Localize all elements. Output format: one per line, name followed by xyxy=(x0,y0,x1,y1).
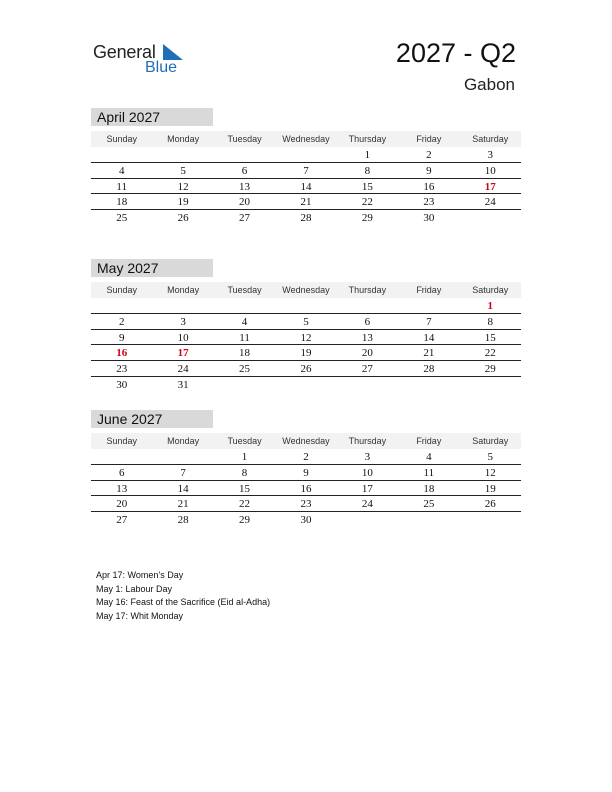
day-cell: 25 xyxy=(116,212,128,225)
week-row xyxy=(91,377,521,393)
weekday-label: Wednesday xyxy=(282,436,330,446)
holiday-note: May 17: Whit Monday xyxy=(96,610,184,621)
day-cell xyxy=(214,377,275,393)
day-cell: 7 xyxy=(180,466,186,479)
week-row xyxy=(91,330,521,346)
day-cell xyxy=(337,377,398,393)
day-cell: 30 xyxy=(116,378,128,391)
day-cell: 29 xyxy=(239,514,251,527)
day-cell: 8 xyxy=(364,164,371,177)
weekday-label: Friday xyxy=(416,134,442,144)
day-cell: 28 xyxy=(300,212,312,225)
day-cell: 24 xyxy=(484,196,496,209)
day-cell xyxy=(152,147,213,162)
day-cell: 28 xyxy=(423,363,435,376)
day-cell xyxy=(398,298,459,313)
day-cell: 13 xyxy=(239,180,251,193)
week-row xyxy=(91,314,521,330)
day-cell: 30 xyxy=(423,212,435,225)
day-cell: 2 xyxy=(426,149,432,161)
day-cell: 7 xyxy=(426,315,432,328)
day-cell: 11 xyxy=(239,331,250,344)
day-cell xyxy=(214,298,275,313)
day-cell: 14 xyxy=(423,331,435,344)
day-cell xyxy=(460,512,521,528)
day-cell: 13 xyxy=(116,482,128,495)
day-cell: 23 xyxy=(116,363,128,376)
day-cell: 27 xyxy=(116,514,128,527)
day-cell: 9 xyxy=(303,466,309,479)
day-cell: 22 xyxy=(239,498,251,511)
day-cell xyxy=(460,210,521,226)
weekday-label: Thursday xyxy=(348,134,387,144)
holiday-day-cell: 1 xyxy=(487,300,493,312)
weekday-label: Friday xyxy=(416,436,442,446)
month-label: April 2027 xyxy=(91,108,213,126)
logo-text-general: General xyxy=(93,42,156,62)
week-row xyxy=(91,361,521,377)
day-cell: 28 xyxy=(177,514,189,527)
holiday-day-cell: 17 xyxy=(484,180,496,193)
day-cell: 12 xyxy=(300,331,312,344)
day-cell xyxy=(275,298,336,313)
day-cell: 4 xyxy=(426,451,432,463)
day-cell: 11 xyxy=(423,466,435,479)
day-cell xyxy=(152,449,213,464)
day-cell: 6 xyxy=(364,315,371,328)
day-cell: 18 xyxy=(423,482,435,495)
weekday-label: Friday xyxy=(416,285,442,295)
day-cell: 24 xyxy=(361,498,373,511)
week-row xyxy=(91,481,521,497)
logo-triangle-icon xyxy=(163,44,183,60)
day-cell xyxy=(460,377,521,393)
page-title: 2027 - Q2 xyxy=(395,38,516,68)
day-cell: 26 xyxy=(300,363,312,376)
weekday-label: Monday xyxy=(167,285,200,295)
week-row xyxy=(91,512,521,528)
weekday-label: Tuesday xyxy=(227,134,262,144)
day-cell: 3 xyxy=(180,315,186,328)
day-cell: 29 xyxy=(484,363,496,376)
weekday-label: Sunday xyxy=(106,285,137,295)
day-cell: 3 xyxy=(487,149,493,161)
weekday-label: Monday xyxy=(167,436,200,446)
day-cell: 15 xyxy=(239,482,251,495)
day-cell: 27 xyxy=(239,212,251,225)
day-cell xyxy=(152,298,213,313)
month-block-june xyxy=(91,410,521,528)
day-cell: 4 xyxy=(241,315,248,328)
day-cell: 11 xyxy=(116,180,127,193)
day-cell: 21 xyxy=(300,196,312,209)
day-cell: 18 xyxy=(239,347,251,360)
day-cell: 23 xyxy=(423,196,435,209)
day-cell: 4 xyxy=(118,164,125,177)
weekday-label: Wednesday xyxy=(282,134,330,144)
day-cell: 25 xyxy=(423,498,435,511)
weekday-header xyxy=(91,282,521,298)
day-cell: 20 xyxy=(239,196,251,209)
day-cell: 10 xyxy=(484,164,496,177)
holiday-note: May 16: Feast of the Sacrifice (Eid al-Adha) xyxy=(96,597,271,607)
weekday-label: Tuesday xyxy=(227,436,262,446)
day-cell: 8 xyxy=(241,466,248,479)
day-cell: 26 xyxy=(484,498,496,511)
weekday-header xyxy=(91,131,521,147)
day-cell: 19 xyxy=(177,196,189,209)
day-cell: 10 xyxy=(361,466,373,479)
day-cell: 3 xyxy=(364,451,371,463)
day-cell: 22 xyxy=(484,347,496,360)
day-cell xyxy=(91,147,152,162)
day-cell xyxy=(214,147,275,162)
day-cell: 5 xyxy=(487,451,493,463)
day-cell: 29 xyxy=(361,212,373,225)
day-cell: 24 xyxy=(177,363,189,376)
week-row xyxy=(91,179,521,195)
weekday-label: Monday xyxy=(167,134,200,144)
day-cell: 5 xyxy=(180,164,186,177)
day-cell xyxy=(275,147,336,162)
day-cell: 13 xyxy=(361,331,373,344)
country-name: Gabon xyxy=(463,75,515,94)
week-row xyxy=(91,345,521,361)
day-cell: 10 xyxy=(177,331,189,344)
day-cell: 6 xyxy=(118,466,125,479)
day-cell: 19 xyxy=(484,482,496,495)
month-label: June 2027 xyxy=(91,410,213,428)
day-cell: 30 xyxy=(300,514,312,527)
logo-text-blue: Blue xyxy=(145,59,178,76)
day-cell: 25 xyxy=(239,363,251,376)
day-cell: 20 xyxy=(361,347,373,360)
week-row xyxy=(91,194,521,210)
day-cell: 17 xyxy=(361,482,373,495)
weekday-label: Sunday xyxy=(106,134,137,144)
day-cell: 18 xyxy=(116,196,128,209)
day-cell: 31 xyxy=(177,378,189,391)
day-cell: 23 xyxy=(300,498,312,511)
day-cell: 6 xyxy=(241,164,248,177)
day-cell xyxy=(91,449,152,464)
day-cell: 21 xyxy=(423,347,435,360)
weekday-label: Saturday xyxy=(472,436,509,446)
day-cell: 7 xyxy=(303,164,309,177)
holiday-note: Apr 17: Women’s Day xyxy=(96,570,184,580)
day-cell: 20 xyxy=(116,498,128,511)
holiday-note: May 1: Labour Day xyxy=(96,583,173,594)
day-cell: 8 xyxy=(487,315,493,328)
week-row xyxy=(91,298,521,314)
day-cell: 9 xyxy=(118,331,125,344)
month-label: May 2027 xyxy=(91,259,213,277)
day-cell: 19 xyxy=(300,347,312,360)
day-cell: 9 xyxy=(426,164,432,177)
day-cell: 21 xyxy=(177,498,189,511)
weekday-label: Tuesday xyxy=(227,285,262,295)
day-cell: 26 xyxy=(177,212,189,225)
day-cell: 16 xyxy=(300,482,312,495)
month-block-may xyxy=(91,259,521,393)
week-row xyxy=(91,496,521,512)
week-row xyxy=(91,465,521,481)
day-cell: 14 xyxy=(177,482,189,495)
week-row xyxy=(91,210,521,226)
weekday-header xyxy=(91,433,521,449)
week-row xyxy=(91,449,521,465)
week-row xyxy=(91,147,521,163)
day-cell: 22 xyxy=(361,196,373,209)
day-cell xyxy=(337,298,398,313)
day-cell: 14 xyxy=(300,180,312,193)
day-cell xyxy=(398,377,459,393)
weekday-label: Thursday xyxy=(348,285,387,295)
day-cell: 27 xyxy=(361,363,373,376)
logo xyxy=(93,40,193,80)
day-cell: 2 xyxy=(118,315,125,328)
holiday-day-cell: 17 xyxy=(177,347,189,360)
month-block-april xyxy=(91,108,521,226)
day-cell: 1 xyxy=(364,149,371,161)
weekday-label: Wednesday xyxy=(282,285,330,295)
week-row xyxy=(91,163,521,179)
weekday-label: Saturday xyxy=(472,134,509,144)
day-cell: 5 xyxy=(303,315,309,328)
day-cell: 2 xyxy=(303,451,309,463)
weekday-label: Thursday xyxy=(348,436,387,446)
holiday-notes xyxy=(96,569,270,623)
day-cell: 1 xyxy=(241,451,248,463)
day-cell: 15 xyxy=(484,331,496,344)
day-cell xyxy=(275,377,336,393)
holiday-day-cell: 16 xyxy=(116,347,128,360)
day-cell: 16 xyxy=(423,180,435,193)
day-cell: 15 xyxy=(361,180,373,193)
day-cell xyxy=(337,512,398,528)
weekday-label: Saturday xyxy=(472,285,509,295)
day-cell xyxy=(398,512,459,528)
day-cell xyxy=(91,298,152,313)
day-cell: 12 xyxy=(177,180,189,193)
day-cell: 12 xyxy=(484,466,496,479)
weekday-label: Sunday xyxy=(106,436,137,446)
